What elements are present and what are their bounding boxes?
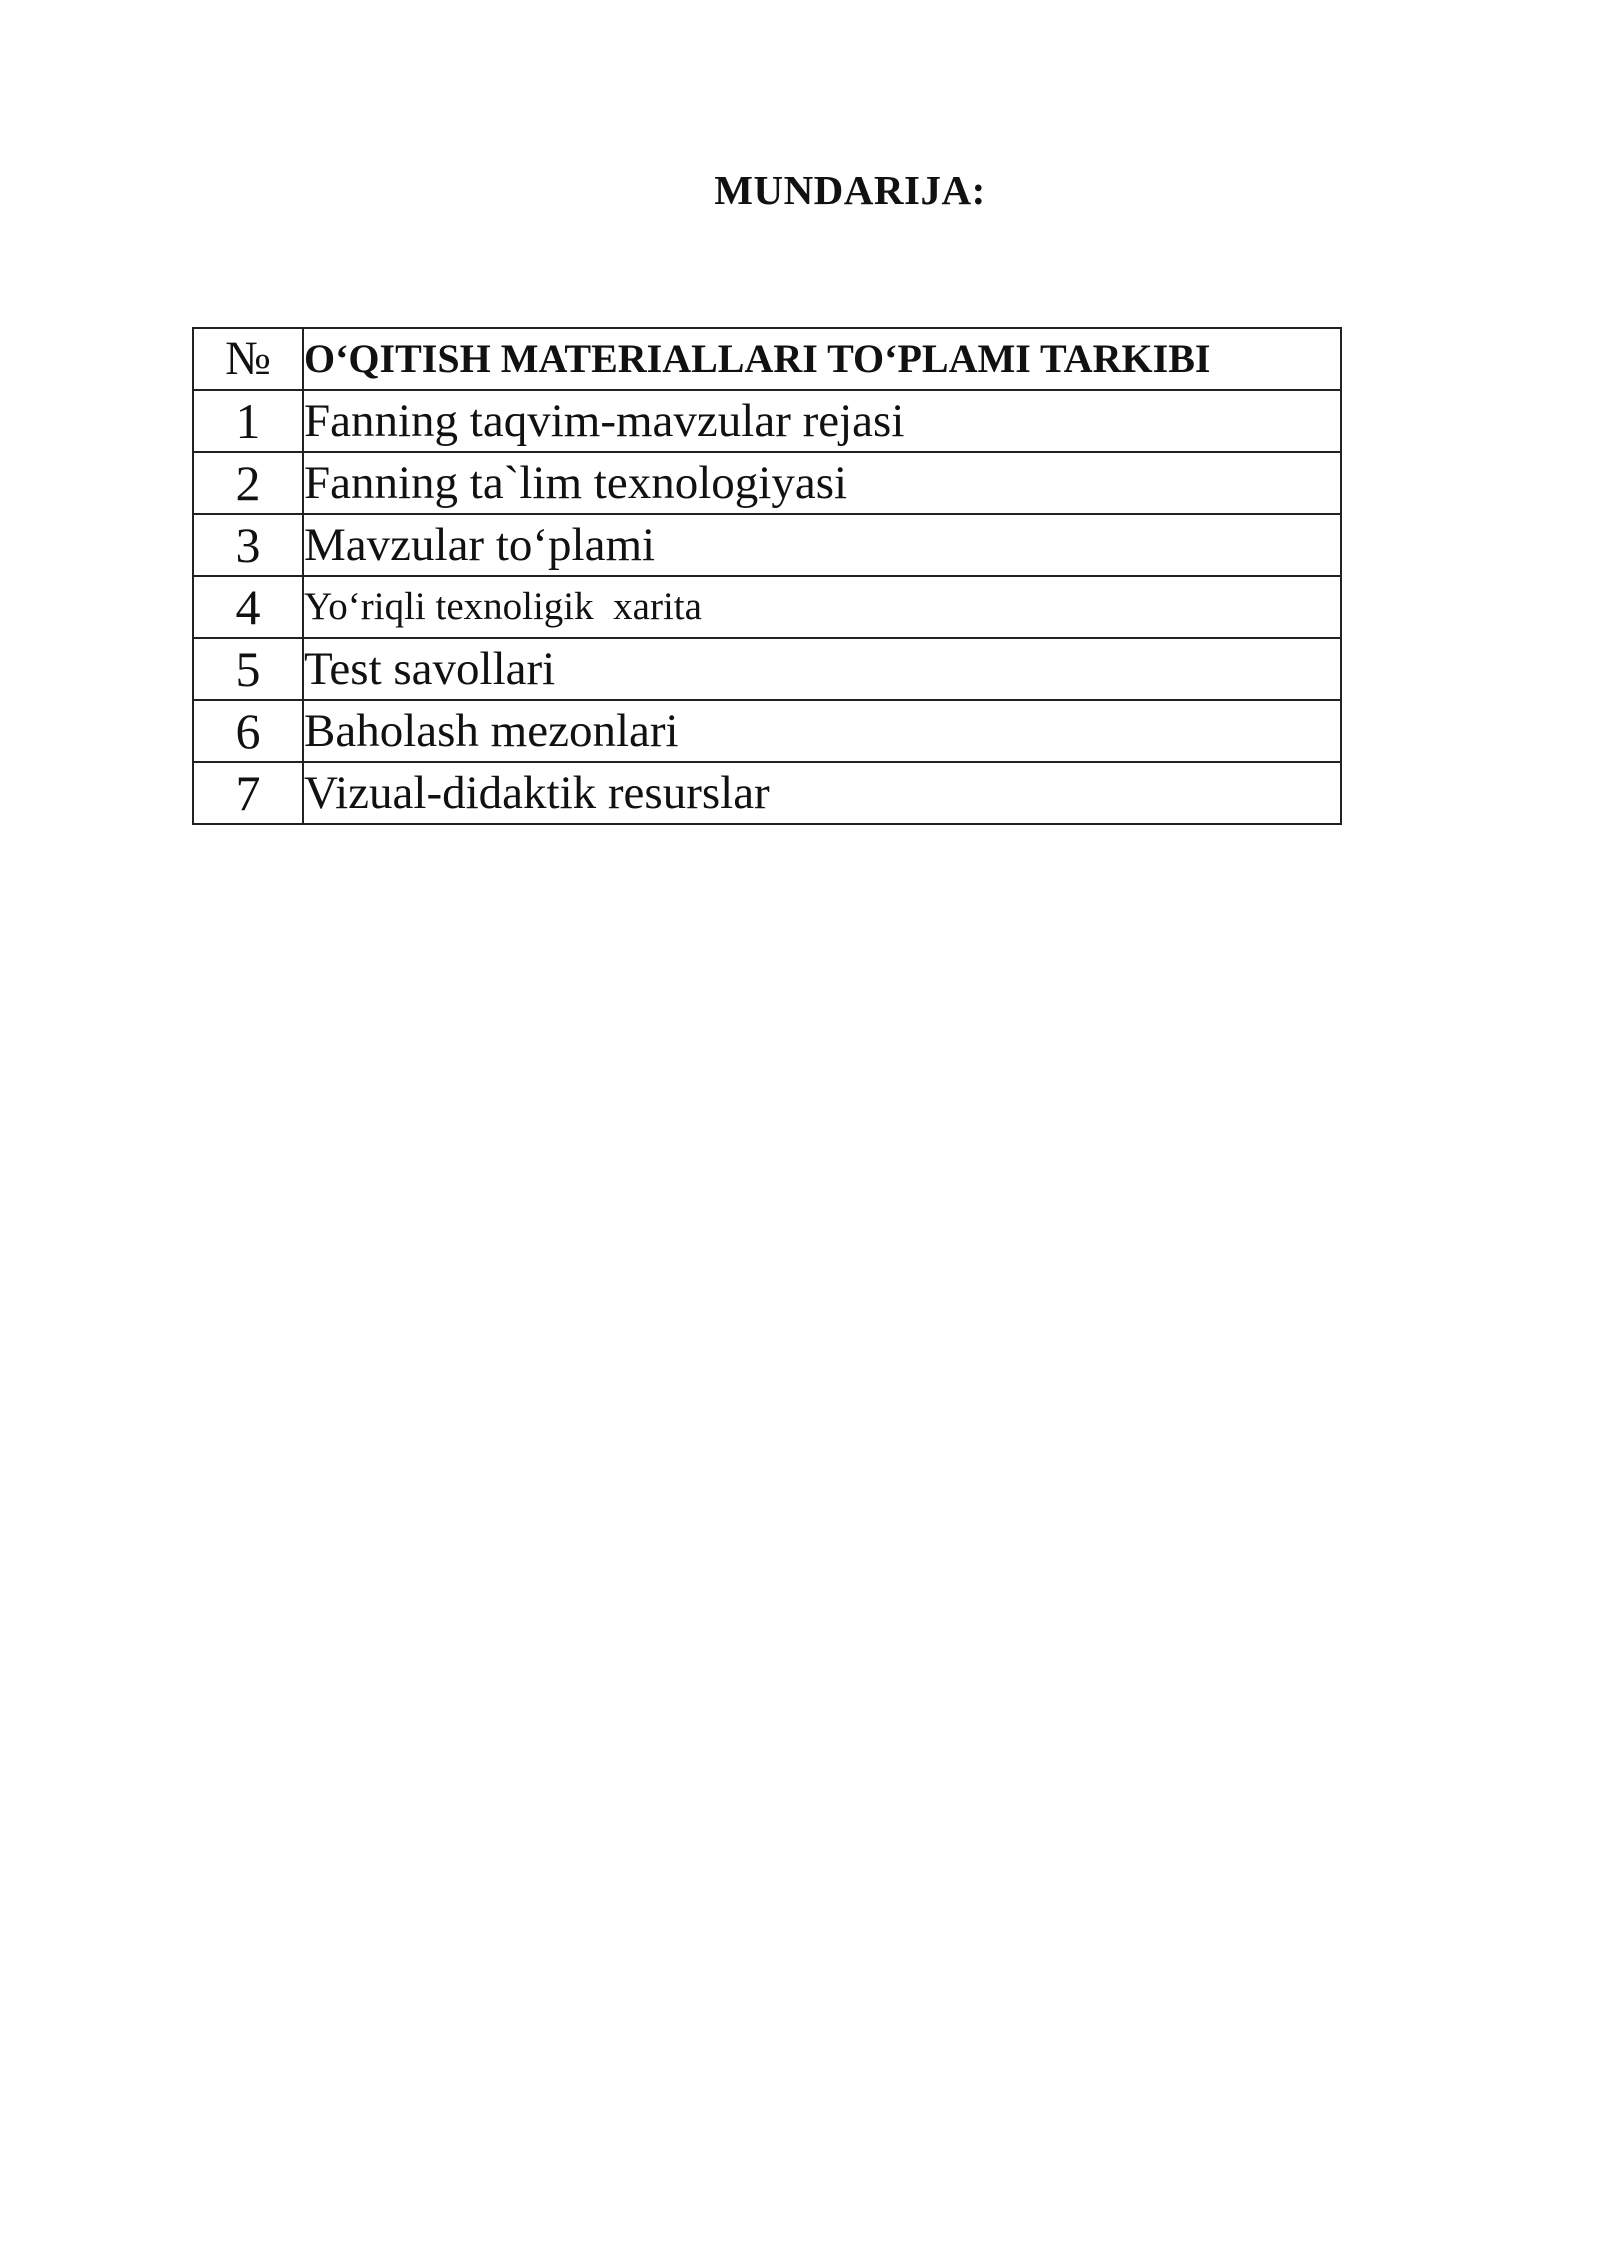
page-title: MUNDARIJA: (714, 167, 986, 213)
row-number: 2 (193, 452, 303, 514)
table-row (193, 700, 1341, 762)
row-number: 7 (193, 762, 303, 824)
table-row (193, 514, 1341, 576)
row-number: 1 (193, 390, 303, 452)
table-row (193, 638, 1341, 700)
row-number: 5 (193, 638, 303, 700)
table-row (193, 390, 1341, 452)
table-row (193, 452, 1341, 514)
row-label: Mavzular to‘plami (303, 514, 1341, 576)
table-row (193, 576, 1341, 638)
row-number: 3 (193, 514, 303, 576)
row-label: Baholash mezonlari (303, 700, 1341, 762)
row-label: Test savollari (303, 638, 1341, 700)
table-row (193, 762, 1341, 824)
row-number: 4 (193, 576, 303, 638)
contents-table (192, 327, 1342, 825)
row-label: Yo‘riqli texnoligik xarita (303, 576, 1341, 638)
row-label: Fanning ta`lim texnologiyasi (303, 452, 1341, 514)
table-header-row (193, 328, 1341, 390)
header-number: № (193, 328, 303, 390)
row-number: 6 (193, 700, 303, 762)
header-contents: O‘QITISH MATERIALLARI TO‘PLAMI TARKIBI (303, 328, 1341, 390)
row-label: Fanning taqvim-mavzular rejasi (303, 390, 1341, 452)
row-label: Vizual-didaktik resurslar (303, 762, 1341, 824)
